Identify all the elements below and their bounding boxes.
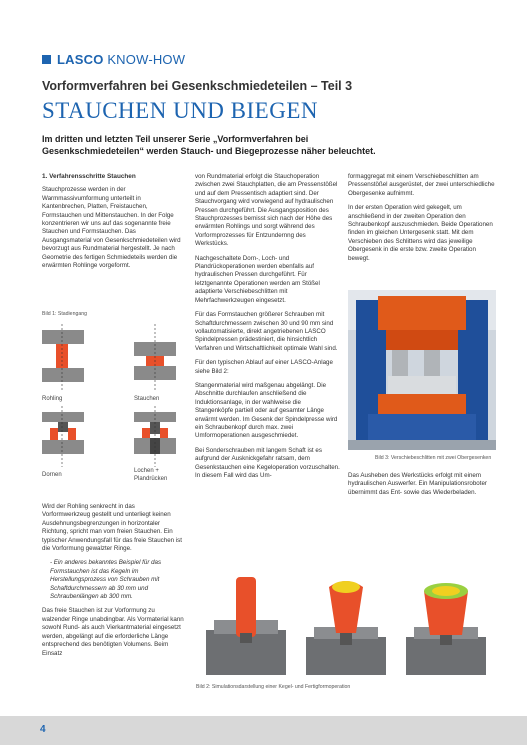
figure-1-caption: Bild 1: Stadiengang xyxy=(42,311,87,317)
page-title: STAUCHEN UND BIEGEN xyxy=(42,98,318,123)
simulation-stage-1 xyxy=(206,577,286,675)
note-paragraph: - Ein anderes bekanntes Beispiel für das Formstauchen ist das Kegeln im Herstellungsprozess von Schrauben mit Schaftdurchmessern ab 30 mm und Schraubenlängen ab 300 mm. xyxy=(50,559,162,601)
paragraph: Das freie Stauchen ist zur Vorformung zu walzender Ringe unabdingbar. Als Vormaterial kann sowohl Rund- als auch Vierkantmaterial eingesetzt werden, abgelängt auf die erforderliche Länge entsprechend des benötigten Volumens. Beim Einsatz xyxy=(42,607,184,657)
column-3-bottom xyxy=(348,472,496,503)
figure-2-caption: Bild 2: Simulationsdarstellung einer Kegel- und Fertigformoperation xyxy=(196,684,351,690)
paragraph: Das Ausheben des Werkstücks erfolgt mit einem hydraulischen Auswerfer. Ein Manipulationsroboter übernimmt das Ent- sowie das Wiederbeladen. xyxy=(348,472,487,496)
series-title: Vorformverfahren bei Gesenkschmiedeteilen – Teil 3 xyxy=(42,79,353,93)
simulation-stage-2 xyxy=(306,581,386,675)
column-1-top xyxy=(42,173,184,276)
paragraph: formaggregat mit einem Verschiebeschlitten am Pressenstößel ausgerüstet, der zwei unterschiedliche Obergesenke aufnimmt. xyxy=(348,173,495,197)
label-rohling: Rohling xyxy=(42,396,63,402)
paragraph: Stangenmaterial wird maßgenau abgelängt. Die Abschnitte durchlaufen anschließend die Induktionsanlage, in der wahlweise die Stangenköpfe partiell oder auf gesamter Länge erwärmt werden. Im Gesenk der Spindelpresse wird ein Schraubenkopf durch max. zwei Umformoperationen ausgeschmiedet. xyxy=(195,381,338,440)
label-plandruecken: Plandrücken xyxy=(134,476,168,482)
intro-text: Im dritten und letzten Teil unserer Serie „Vorformverfahren bei Gesenkschmiedeteilen“ werden Stauch- und Biegeprozesse näher beleuchtet. xyxy=(42,134,376,156)
brand-header xyxy=(42,52,185,67)
figure-1-stadiengang xyxy=(42,322,192,492)
simulation-stage-3 xyxy=(406,583,486,675)
brand-text: LASCO KNOW-HOW xyxy=(57,52,186,67)
paragraph: von Rundmaterial erfolgt die Stauchoperation zwischen zwei Stauchplatten, die am Pressenstößel und auf dem Pressentisch adaptiert sind. Der Stauchvorgang wird vorwiegend auf hydraulischen Pressen durchgeführt. Die Ausgangsposition des Stauchprozesses bemisst sich nach der Höhe des erwärmten Rohlings und sorgt während des Vorformprozesses für Entzundernng des Werkstücks. xyxy=(195,173,338,248)
label-lochen: Lochen + xyxy=(134,468,159,474)
column-2 xyxy=(195,173,340,486)
section-heading: 1. Verfahrensschritte Stauchen xyxy=(42,173,136,180)
brand-square-icon xyxy=(42,55,51,64)
figure-3-caption: Bild 3: Verschiebeschlitten mit zwei Obergesenken xyxy=(375,455,492,461)
footer-bar xyxy=(0,716,527,745)
label-dornen: Dornen xyxy=(42,472,62,478)
paragraph: Für den typischen Ablauf auf einer LASCO-Anlage siehe Bild 2: xyxy=(195,359,333,375)
figure-3-press-photo xyxy=(348,290,496,450)
paragraph: Stauchprozesse werden in der Warmmassivumformung unterteilt in Kantenbrechen, Platten, Freistauchen, Formstauchen und Mittenstauchen. In der Folge konzentrieren wir uns auf das sogenannte freie Stauchen und Formstauchen. Das Ausgangsmaterial von Gesenkschmiedeteilen wird bevorzugt aus Rundmaterial hergestellt. Je nach Geometrie des fertigen Schmiedeteils werden die erwärmten Rohlinge vorgeformt. xyxy=(42,186,181,270)
paragraph: Wird der Rohling senkrecht in das Vorformwerkzeug gestellt und unterliegt keinen Ausdehnungsbegrenzungen in horizontaler Richtung, spricht man vom freien Stauchen. Ein typischer Anwendungsfall für das freie Stauchen ist die Vorformung gewalzter Ringe. xyxy=(42,503,182,553)
label-stauchen: Stauchen xyxy=(134,396,160,402)
column-1-bottom xyxy=(42,503,184,664)
paragraph: Für das Formstauchen größerer Schrauben mit Schaftdurchmessern zwischen 30 und 90 mm sind vollautomatisierte, direkt angetriebenen LASCO Spindelpressen prädestiniert, die hinsichtlich Verfahren und Wirtschaftlichkeit optimale Wahl sind. xyxy=(195,311,338,352)
paragraph: In der ersten Operation wird gekegelt, um anschließend in der zweiten Operation den Schraubenkopf auszuschmieden. Beide Operationen finden im gleichen Untergesenk statt. Mit dem Verschieben des Schlittens wird das jeweilige Obergesenk in die erste bzw. zweite Operation bewegt. xyxy=(348,204,493,262)
column-3-top xyxy=(348,173,496,269)
paragraph: Nachgeschaltete Dorn-, Loch- und Plandrückoperationen werden ebenfalls auf hydraulischen Pressen durchgeführt. Für letztgenannte Operationen werden am Stößel adaptierte Verschiebeschlitten mit Mehrfachwerkzeugen eingesetzt. xyxy=(195,254,320,304)
page-number: 4 xyxy=(40,724,46,735)
figure-2-simulation xyxy=(196,575,496,680)
paragraph: Bei Sonderschrauben mit langem Schaft ist es aufgrund der Ausknickgefahr ratsam, dem Gesenkstauchen eine Kegeloperation vorzuschalten. In diesem Fall wird das Um- xyxy=(195,446,340,479)
